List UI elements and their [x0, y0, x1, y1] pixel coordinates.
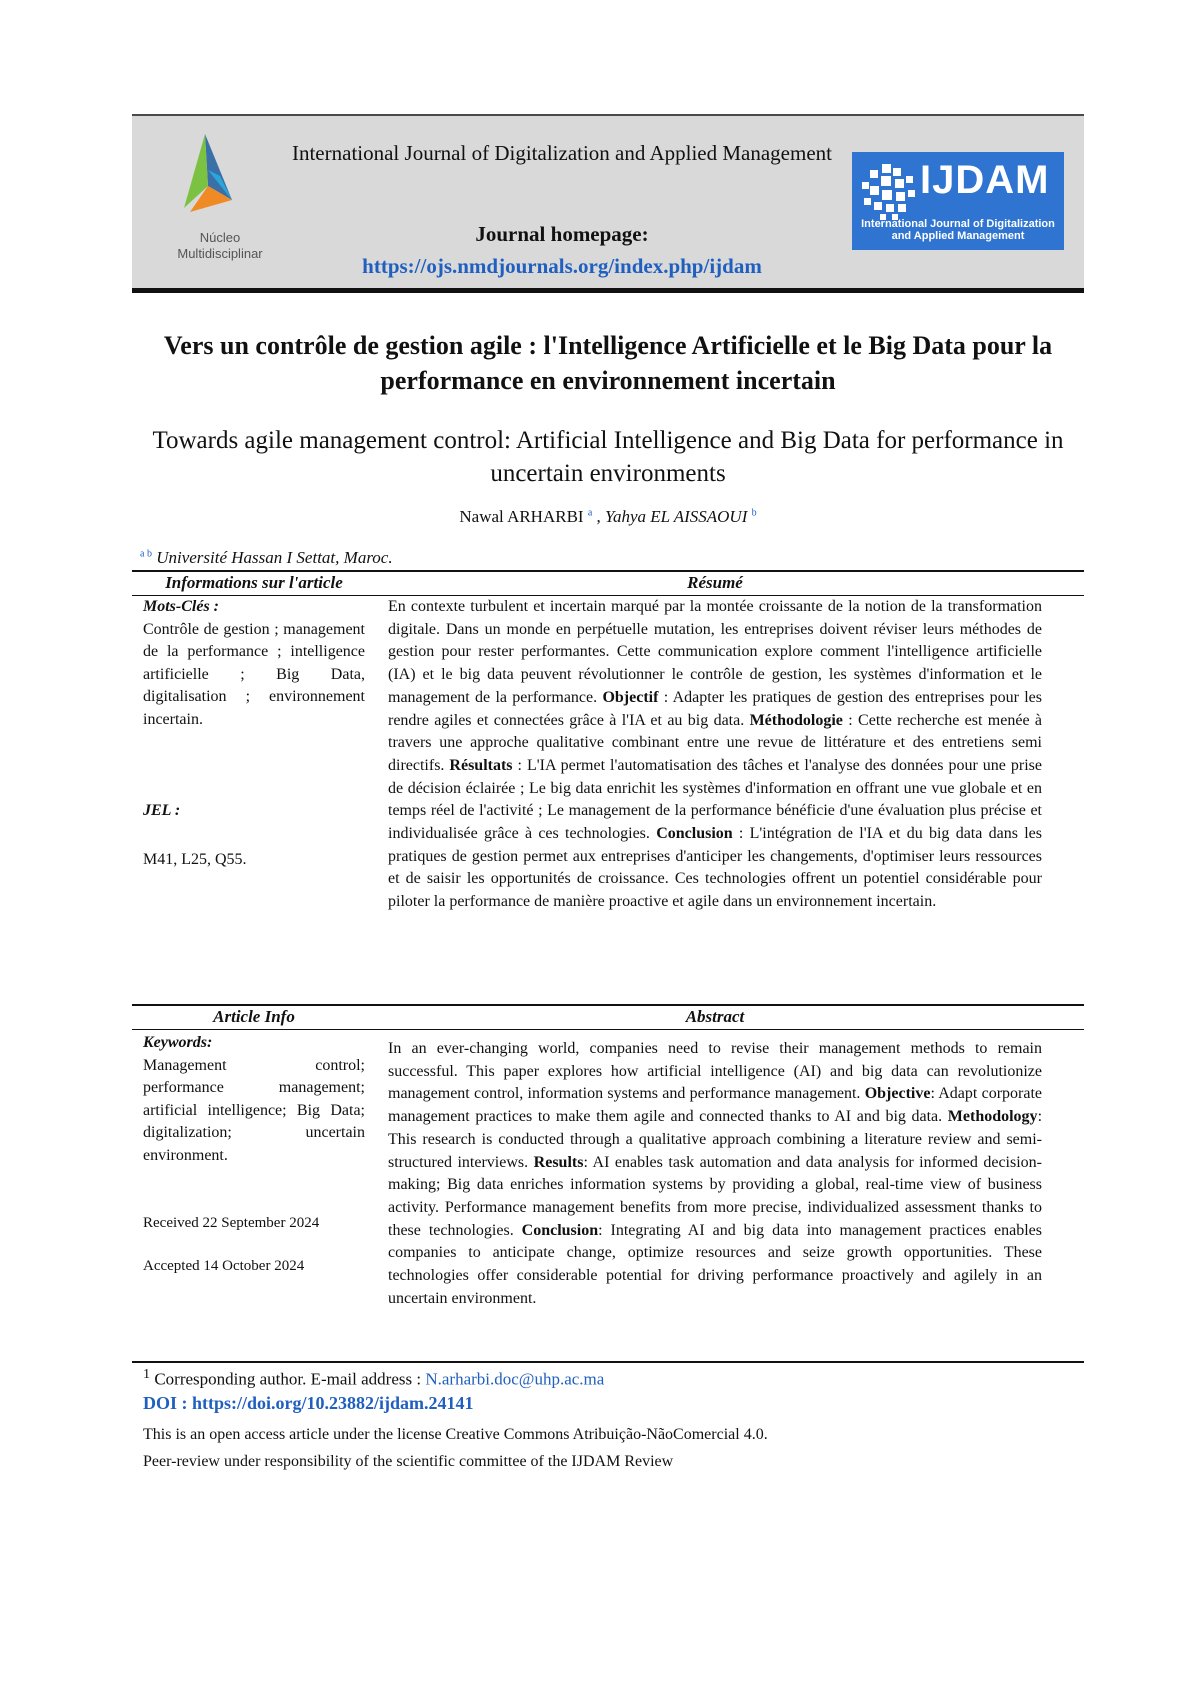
- logo-line-2: Multidisciplinar: [177, 246, 263, 261]
- info-heading-en: Article Info: [213, 1007, 295, 1026]
- received-date: Received 22 September 2024: [143, 1215, 320, 1231]
- results-text-fr: : L'IA permet l'automatisation des tâches et l'analyse des données pour une prise de décision éclairée ; Le big data enrichit les systèmes d'information en offrant une vue globale et en temps réel de l'activité ; Le management de la performance bénéficie d'une évaluation plus précise et individualisée grâce à ces technologies.: [388, 756, 1043, 843]
- conclusion-text-en: : Integrating AI and big data into management practices enables companies to anticipate change, optimize resources and seize growth opportunities. These technologies offer considerable potential for driving performance proactively and agilely in an uncertain environment.: [388, 1221, 1042, 1307]
- abstract-en-intro: In an ever-changing world, companies need to revise their management methods to remain successful. This paper explores how artificial intelligence (AI) and big data can revolutionize management control, information systems and performance management.: [388, 1040, 1042, 1103]
- ijdam-wordmark: IJDAM: [920, 158, 1050, 202]
- method-label-fr: Méthodologie: [749, 711, 843, 729]
- ijdam-grid-icon: [860, 164, 916, 220]
- method-text-en: : This research is conducted through a qualitative approach combining a literature review and semi-structured interviews.: [388, 1108, 1043, 1171]
- nucleo-logo-text: [150, 230, 290, 262]
- jel-label: JEL :: [143, 802, 181, 819]
- table-top-rule: [132, 570, 1084, 572]
- abstract-fr-intro: En contexte turbulent et incertain marqué par la montée croissante de la notion de la transformation digitale. Dans un monde en perpétuelle mutation, les entreprises doivent réviser leurs méthodes de gestion pour rester performantes. Cette communication explore comment l'intelligence artificielle (IA) et le big data peuvent révolutionner le contrôle de gestion, les systèmes d'information et le management de la performance.: [388, 598, 1042, 706]
- method-text-fr: : Cette recherche est menée à travers une approche qualitative combinant entre une revue de littérature et des entretiens semi directifs.: [388, 711, 1043, 774]
- abstract-heading-fr: Résumé: [687, 573, 743, 592]
- keywords-label-en: Keywords:: [143, 1034, 213, 1051]
- results-label-fr: Résultats: [449, 756, 513, 774]
- header-divider: [132, 288, 1084, 293]
- footnote: [143, 1366, 604, 1390]
- keywords-block-fr: [143, 596, 365, 731]
- conclusion-label-en: Conclusion: [521, 1221, 599, 1239]
- author-2: Yahya EL AISSAOUI: [605, 507, 748, 526]
- info-heading-fr: Informations sur l'article: [165, 573, 343, 592]
- abstract-fr: [388, 596, 1042, 914]
- keywords-block-en: [143, 1032, 365, 1167]
- objective-label-fr: Objectif: [602, 688, 659, 706]
- ijdam-subtitle: International Journal of Digitalization and Applied Management: [861, 218, 1055, 242]
- table-header-rule-en: [132, 1029, 1084, 1030]
- table-bottom-rule: [132, 1361, 1084, 1363]
- journal-title: International Journal of Digitalization and Applied Management: [291, 141, 832, 165]
- keywords-text-en: Management control; performance management; artificial intelligence; Big Data; digitalization; uncertain environment.: [143, 1056, 365, 1164]
- jel-codes: M41, L25, Q55.: [143, 851, 247, 868]
- email-link[interactable]: N.arharbi.doc@uhp.ac.ma: [425, 1369, 605, 1389]
- method-label-en: Methodology: [947, 1108, 1038, 1126]
- author-1: Nawal ARHARBI: [459, 507, 584, 526]
- jel-block: [143, 800, 365, 823]
- author-separator: ,: [596, 507, 601, 526]
- title-french: Vers un contrôle de gestion agile : l'Intelligence Artificielle et le Big Data pour la performance en environnement incertain: [163, 331, 1053, 395]
- authors-line: [140, 507, 1076, 527]
- footnote-text: Corresponding author. E-mail address :: [154, 1369, 422, 1389]
- author-1-affil: a: [587, 507, 593, 519]
- table-mid-rule: [132, 1004, 1084, 1006]
- conclusion-label-fr: Conclusion: [656, 825, 733, 843]
- results-label-en: Results: [533, 1153, 584, 1171]
- objective-text-fr: : Adapter les pratiques de gestion des entreprises pour les rendre agiles et connectées grâce à l'IA et au big data.: [388, 688, 1043, 729]
- keywords-text-fr: Contrôle de gestion ; management de la performance ; intelligence artificielle ; Big Data, digitalisation ; environnement incertain.: [143, 620, 365, 728]
- homepage-link[interactable]: https://ojs.nmdjournals.org/index.php/ijdam: [362, 254, 762, 278]
- nucleo-logo: [150, 130, 270, 280]
- footnote-mark: 1: [143, 1366, 151, 1382]
- accepted-date: Accepted 14 October 2024: [143, 1258, 305, 1274]
- affiliation: [140, 548, 393, 568]
- title-english: Towards agile management control: Artificial Intelligence and Big Data for performance in uncertain environments: [152, 427, 1064, 487]
- conclusion-text-fr: : L'intégration de l'IA et du big data dans les pratiques de gestion permet aux entreprises d'anticiper les changements, d'optimiser leurs ressources et de saisir les opportunités de croissance. Ces technologies offrent un potentiel considérable pour piloter la performance de manière proactive et agile dans un environnement incertain.: [388, 825, 1043, 911]
- abstract-heading-en: Abstract: [685, 1007, 745, 1026]
- doi-link[interactable]: DOI : https://doi.org/10.23882/ijdam.24141: [143, 1393, 474, 1413]
- peer-review-text: Peer-review under responsibility of the scientific committee of the IJDAM Review: [143, 1453, 674, 1470]
- logo-line-1: Núcleo: [199, 230, 241, 245]
- objective-label-en: Objective: [864, 1085, 931, 1103]
- results-text-en: : AI enables task automation and data analysis for informed decision-making; Big data enriches information systems by providing a global, real-time view of business activity. Performance management benefits from more precise, individualized assessment thanks to these technologies.: [388, 1153, 1042, 1239]
- keywords-label-fr: Mots-Clés :: [143, 598, 219, 615]
- affiliation-text: Université Hassan I Settat, Maroc.: [156, 548, 393, 567]
- nucleo-triangle-icon: [150, 130, 270, 230]
- ijdam-logo: [852, 152, 1064, 250]
- affiliation-marks: a b: [140, 548, 152, 560]
- abstract-en: [388, 1038, 1042, 1310]
- objective-text-en: : Adapt corporate management practices to make them agile and connected thanks to AI and big data.: [388, 1085, 1043, 1126]
- license-text: This is an open access article under the license Creative Commons Atribuição-NãoComercial 4.0.: [143, 1426, 768, 1443]
- author-2-affil: b: [751, 507, 757, 519]
- homepage-label: Journal homepage:: [475, 222, 649, 246]
- journal-header: [132, 114, 1084, 290]
